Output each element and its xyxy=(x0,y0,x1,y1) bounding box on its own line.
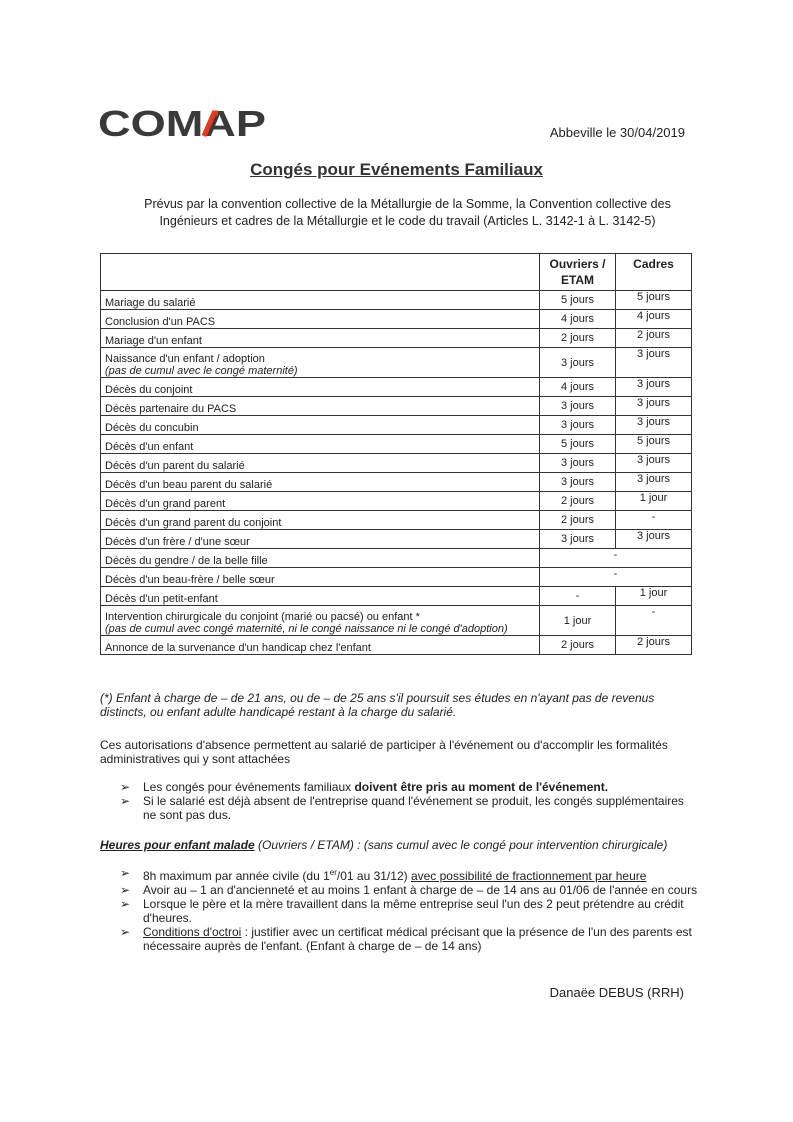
list-item-underlined: Conditions d'octroi xyxy=(143,925,242,939)
event-cell xyxy=(101,397,540,416)
svg-text:COMAP: COMAP xyxy=(98,107,266,141)
event-label: Décès d'un beau parent du salarié xyxy=(105,479,273,491)
table-row xyxy=(101,348,692,378)
table-row xyxy=(101,606,692,636)
sick-child-title: Heures pour enfant malade xyxy=(100,838,255,852)
list-item xyxy=(120,866,700,883)
header-ouvriers: Ouvriers / ETAM xyxy=(540,254,616,291)
list-item-text: Lorsque le père et la mère travaillent dans la même entreprise seul l'un des 2 peut prétendre au crédit d'heures. xyxy=(143,897,684,925)
table-body xyxy=(101,291,692,655)
event-label: Décès du gendre / de la belle fille xyxy=(105,555,268,567)
merged-value-cell: - xyxy=(540,549,692,568)
list-item-text: Si le salarié est déjà absent de l'entreprise quand l'événement se produit, les congés supplémentaires ne sont pas dus. xyxy=(143,794,684,822)
cadres-value-cell: - xyxy=(616,606,692,636)
event-cell xyxy=(101,606,540,636)
ouvriers-value-cell: 3 jours xyxy=(540,454,616,473)
cadres-value-cell: 3 jours xyxy=(616,378,692,397)
event-cell xyxy=(101,492,540,511)
event-label: Décès du conjoint xyxy=(105,384,193,396)
sick-child-list xyxy=(120,866,700,953)
header-blank xyxy=(101,254,540,291)
ouvriers-value-cell: 1 jour xyxy=(540,606,616,636)
absence-paragraph: Ces autorisations d'absence permettent au salarié de participer à l'événement ou d'accomplir les formalités administratives qui y sont attachées xyxy=(100,738,668,766)
event-label: Décès d'un enfant xyxy=(105,441,194,453)
list-item-sup: er xyxy=(329,868,337,877)
event-cell xyxy=(101,310,540,329)
event-cell xyxy=(101,454,540,473)
table-header-row xyxy=(101,254,692,291)
table-row xyxy=(101,636,692,655)
list-item xyxy=(120,780,700,794)
cadres-value-cell: 2 jours xyxy=(616,636,692,655)
ouvriers-value-cell: 3 jours xyxy=(540,530,616,549)
cadres-value-cell: 5 jours xyxy=(616,435,692,454)
cadres-value-cell: 3 jours xyxy=(616,416,692,435)
cadres-value-cell: 1 jour xyxy=(616,492,692,511)
merged-value-cell: - xyxy=(540,568,692,587)
sick-child-subtitle: (Ouvriers / ETAM) : (sans cumul avec le congé pour intervention chirurgicale) xyxy=(254,838,668,852)
list-item xyxy=(120,897,700,925)
table-row xyxy=(101,549,692,568)
event-cell xyxy=(101,291,540,310)
table-row xyxy=(101,435,692,454)
list-item-underlined: avec possibilité de fractionnement par heure xyxy=(410,869,647,883)
list-item xyxy=(120,925,700,953)
event-label: Décès d'un grand parent du conjoint xyxy=(105,517,282,529)
leave-table xyxy=(100,253,692,655)
ouvriers-value-cell: 2 jours xyxy=(540,492,616,511)
event-label: Annonce de la survenance d'un handicap chez l'enfant xyxy=(105,642,371,654)
event-cell xyxy=(101,636,540,655)
arrow-bullet-icon: ➢ xyxy=(120,780,131,794)
event-label: Décès partenaire du PACS xyxy=(105,403,237,415)
company-logo xyxy=(98,107,270,141)
rules-list xyxy=(120,780,700,822)
event-label: Décès d'un parent du salarié xyxy=(105,460,245,472)
header-cadres: Cadres xyxy=(616,254,692,291)
list-item xyxy=(120,883,700,897)
footnote: (*) Enfant à charge de – de 21 ans, ou de – de 25 ans s'il poursuit ses études en n'ayant pas de revenus distincts, ou enfant adulte handicapé restant à la charge du salarié. xyxy=(100,691,655,719)
table-row xyxy=(101,492,692,511)
table-row xyxy=(101,416,692,435)
cadres-value-cell: 3 jours xyxy=(616,348,692,378)
ouvriers-value-cell: 2 jours xyxy=(540,636,616,655)
list-item-emphasis: doivent être pris au moment de l'événement. xyxy=(354,780,609,794)
cadres-value-cell: 5 jours xyxy=(616,291,692,310)
ouvriers-value-cell: 5 jours xyxy=(540,291,616,310)
ouvriers-value-cell: 3 jours xyxy=(540,473,616,492)
ouvriers-value-cell: 4 jours xyxy=(540,310,616,329)
list-item-text: Les congés pour événements familiaux xyxy=(143,780,355,794)
list-item-text: Avoir au – 1 an d'ancienneté et au moins 1 enfant à charge de – de 14 ans au 01/06 de l'année en cours xyxy=(143,883,698,897)
list-item xyxy=(120,794,700,822)
ouvriers-value-cell: - xyxy=(540,587,616,606)
cadres-value-cell: 1 jour xyxy=(616,587,692,606)
table-row xyxy=(101,568,692,587)
table-row xyxy=(101,511,692,530)
event-cell xyxy=(101,530,540,549)
cadres-value-cell: 4 jours xyxy=(616,310,692,329)
subtitle: Prévus par la convention collective de la Métallurgie de la Somme, la Convention collective des Ingénieurs et cadres de la Métallurgie et le code du travail (Articles L. 3142-1 à L. 3142-5) xyxy=(144,197,671,228)
event-label: Intervention chirurgicale du conjoint (marié ou pacsé) ou enfant * xyxy=(105,611,420,623)
event-cell xyxy=(101,435,540,454)
table-row xyxy=(101,530,692,549)
ouvriers-value-cell: 5 jours xyxy=(540,435,616,454)
list-item-text: /01 au 31/12) xyxy=(336,869,411,883)
event-cell xyxy=(101,329,540,348)
ouvriers-value-cell: 4 jours xyxy=(540,378,616,397)
event-label: Conclusion d'un PACS xyxy=(105,316,216,328)
table-row xyxy=(101,454,692,473)
arrow-bullet-icon: ➢ xyxy=(120,883,131,897)
ouvriers-value-cell: 2 jours xyxy=(540,511,616,530)
cadres-value-cell: 3 jours xyxy=(616,530,692,549)
ouvriers-value-cell: 3 jours xyxy=(540,416,616,435)
event-note: (pas de cumul avec le congé maternité) xyxy=(105,365,298,377)
event-cell xyxy=(101,587,540,606)
event-cell xyxy=(101,378,540,397)
cadres-value-cell: 3 jours xyxy=(616,397,692,416)
arrow-bullet-icon: ➢ xyxy=(120,925,131,939)
ouvriers-value-cell: 3 jours xyxy=(540,397,616,416)
arrow-bullet-icon: ➢ xyxy=(120,794,131,808)
event-label: Décès d'un beau-frère / belle sœur xyxy=(105,574,275,586)
event-label: Naissance d'un enfant / adoption xyxy=(105,353,265,365)
table-row xyxy=(101,587,692,606)
sick-child-heading xyxy=(100,838,700,852)
list-item-text: 8h maximum par année civile (du 1 xyxy=(143,869,330,883)
list-item-text: : justifier avec un certificat médical précisant que la présence de l'un des parents est nécessaire auprès de l'enfant. (Enfant à charge de – de 14 ans) xyxy=(143,925,692,953)
arrow-bullet-icon: ➢ xyxy=(120,866,131,880)
table-row xyxy=(101,473,692,492)
event-label: Décès d'un frère / d'une sœur xyxy=(105,536,250,548)
cadres-value-cell: 3 jours xyxy=(616,454,692,473)
ouvriers-value-cell: 3 jours xyxy=(540,348,616,378)
event-label: Décès d'un grand parent xyxy=(105,498,226,510)
event-cell xyxy=(101,416,540,435)
ouvriers-value-cell: 2 jours xyxy=(540,329,616,348)
event-label: Mariage d'un enfant xyxy=(105,335,202,347)
table-row xyxy=(101,310,692,329)
comap-logo-graphic xyxy=(98,107,270,141)
document-date: Abbeville le 30/04/2019 xyxy=(549,125,685,140)
page-title: Congés pour Evénements Familiaux xyxy=(250,160,543,179)
arrow-bullet-icon: ➢ xyxy=(120,897,131,911)
table-row xyxy=(101,397,692,416)
event-label: Décès du concubin xyxy=(105,422,199,434)
event-label: Mariage du salarié xyxy=(105,297,196,309)
cadres-value-cell: 2 jours xyxy=(616,329,692,348)
cadres-value-cell: 3 jours xyxy=(616,473,692,492)
table-row xyxy=(101,291,692,310)
event-label: Décès d'un petit-enfant xyxy=(105,593,218,605)
event-note: (pas de cumul avec congé maternité, ni le congé naissance ni le congé d'adoption) xyxy=(105,623,508,635)
event-cell xyxy=(101,511,540,530)
table-row xyxy=(101,329,692,348)
table-row xyxy=(101,378,692,397)
cadres-value-cell: - xyxy=(616,511,692,530)
event-cell xyxy=(101,549,540,568)
event-cell xyxy=(101,568,540,587)
signature: Danaëe DEBUS (RRH) xyxy=(549,985,684,1000)
event-cell xyxy=(101,473,540,492)
event-cell xyxy=(101,348,540,378)
